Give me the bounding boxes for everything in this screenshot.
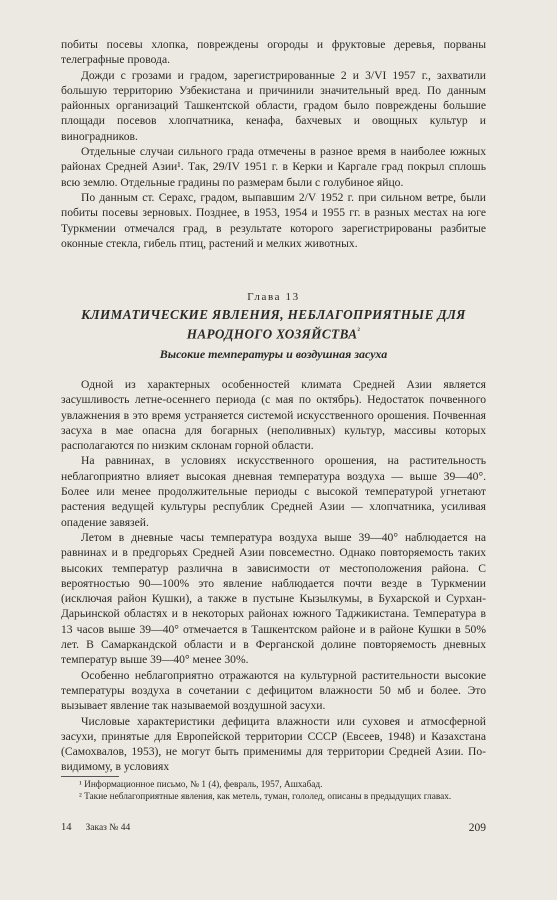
footnotes <box>61 780 486 803</box>
footnote-divider <box>61 776 119 777</box>
chapter-title-footnote-ref: ² <box>357 326 361 335</box>
section-title: Высокие температуры и воздушная засуха <box>159 347 388 361</box>
chapter-title <box>61 307 486 342</box>
paragraph: Летом в дневные часы температура воздуха выше 39—40° наблюдается на равнинах и в предгорьях Средней Азии повсеместно. Однако повторяемость таких высоких температур различна в зависимости от местоположения района. С вероятностью 90—100% это явление наблюдается почти везде в Туркмении (исключая район Кушки), а также в пустыне Кызылкумы, в Бухарской и Сурхан-Дарьинской областях и в некоторых районах южного Таджикистана. Температура в 13 часов выше 39—40° отмечается в Ташкентском районе и в районе Кушки в 50% лет. В Самаркандской области и в Ферганской долине повторяемость дневных температур выше 39—40° менее 30%. <box>61 530 486 667</box>
paragraph: Числовые характеристики дефицита влажности или суховея и атмосферной засухи, принятые для Европейской территории СССР (Евсеев, 1948) и Казахстана (Самохвалов, 1953), не могут быть применимы для территории Средней Азии. По-видимому, в условиях <box>61 714 486 774</box>
paragraph: побиты посевы хлопка, повреждены огороды и фруктовые деревья, порваны телеграфные провода. <box>61 38 486 67</box>
signature-number: 14 <box>61 822 72 833</box>
chapter-title-text: КЛИМАТИЧЕСКИЕ ЯВЛЕНИЯ, НЕБЛАГОПРИЯТНЫЕ ДЛЯ НАРОДНОГО ХОЗЯЙСТВА <box>81 307 466 342</box>
paragraph: Отдельные случаи сильного града отмечены в разное время в наиболее южных районах Средней Азии¹. Так, 29/IV 1951 г. в Керки и Каргале град покрыл сплошь всю землю. Отдельные градины по размерам были с голубиное яйцо. <box>61 145 486 189</box>
paragraph: По данным ст. Серахс, градом, выпавшим 2/V 1952 г. при сильном ветре, были побиты посевы зерновых. Позднее, в 1953, 1954 и 1955 гг. в разных местах на юге Туркмении отмечался град, в результате которого зарегистрированы разбитые оконные стекла, гибель птиц, растений и мелких животных. <box>61 190 486 250</box>
chapter-label: Глава 13 <box>247 291 300 303</box>
footnote: ² Такие неблагоприятные явления, как метель, туман, гололед, описаны в предыдущих главах. <box>79 791 452 802</box>
order-number: Заказ № 44 <box>85 823 131 833</box>
main-text-block <box>61 377 486 775</box>
page-number: 209 <box>468 822 486 834</box>
paragraph: Дожди с грозами и градом, зарегистрированные 2 и 3/VI 1957 г., захватили большую территорию Узбекистана и причинили значительный вред. По данным районных организаций Ташкентской области, градом было повреждены большие площади посевов хлопчатника, кенафа, бахчевых и овощных культур и виноградников. <box>61 68 486 143</box>
footnote: ¹ Информационное письмо, № 1 (4), февраль, 1957, Ашхабад. <box>79 780 323 790</box>
paragraph: На равнинах, в условиях искусственного орошения, на растительность неблагоприятно влияет высокая дневная температура воздуха — выше 39—40°. Более или менее продолжительные периоды с высокой температурой угнетают растения ведущей культуры республик Средней Азии — хлопчатника, усиливая опадение завязей. <box>61 454 486 529</box>
paragraph: Особенно неблагоприятно отражаются на культурной растительности высокие температуры воздуха в сочетании с дефицитом влажности 50 мб и более. Это вызывает явление так называемой воздушной засухи. <box>61 668 486 713</box>
printer-signature <box>61 822 130 833</box>
continued-text-block <box>61 37 486 251</box>
paragraph: Одной из характерных особенностей климата Средней Азии является засушливость летне-осеннего периода (с мая по октябрь). Недостаток почвенного увлажнения в это время устраняется системой искусственного орошения. Почвенная засуха в мае опасна для богарных (неполивных) культур, массивы которых располагаются по низким склонам горной области. <box>61 378 486 453</box>
